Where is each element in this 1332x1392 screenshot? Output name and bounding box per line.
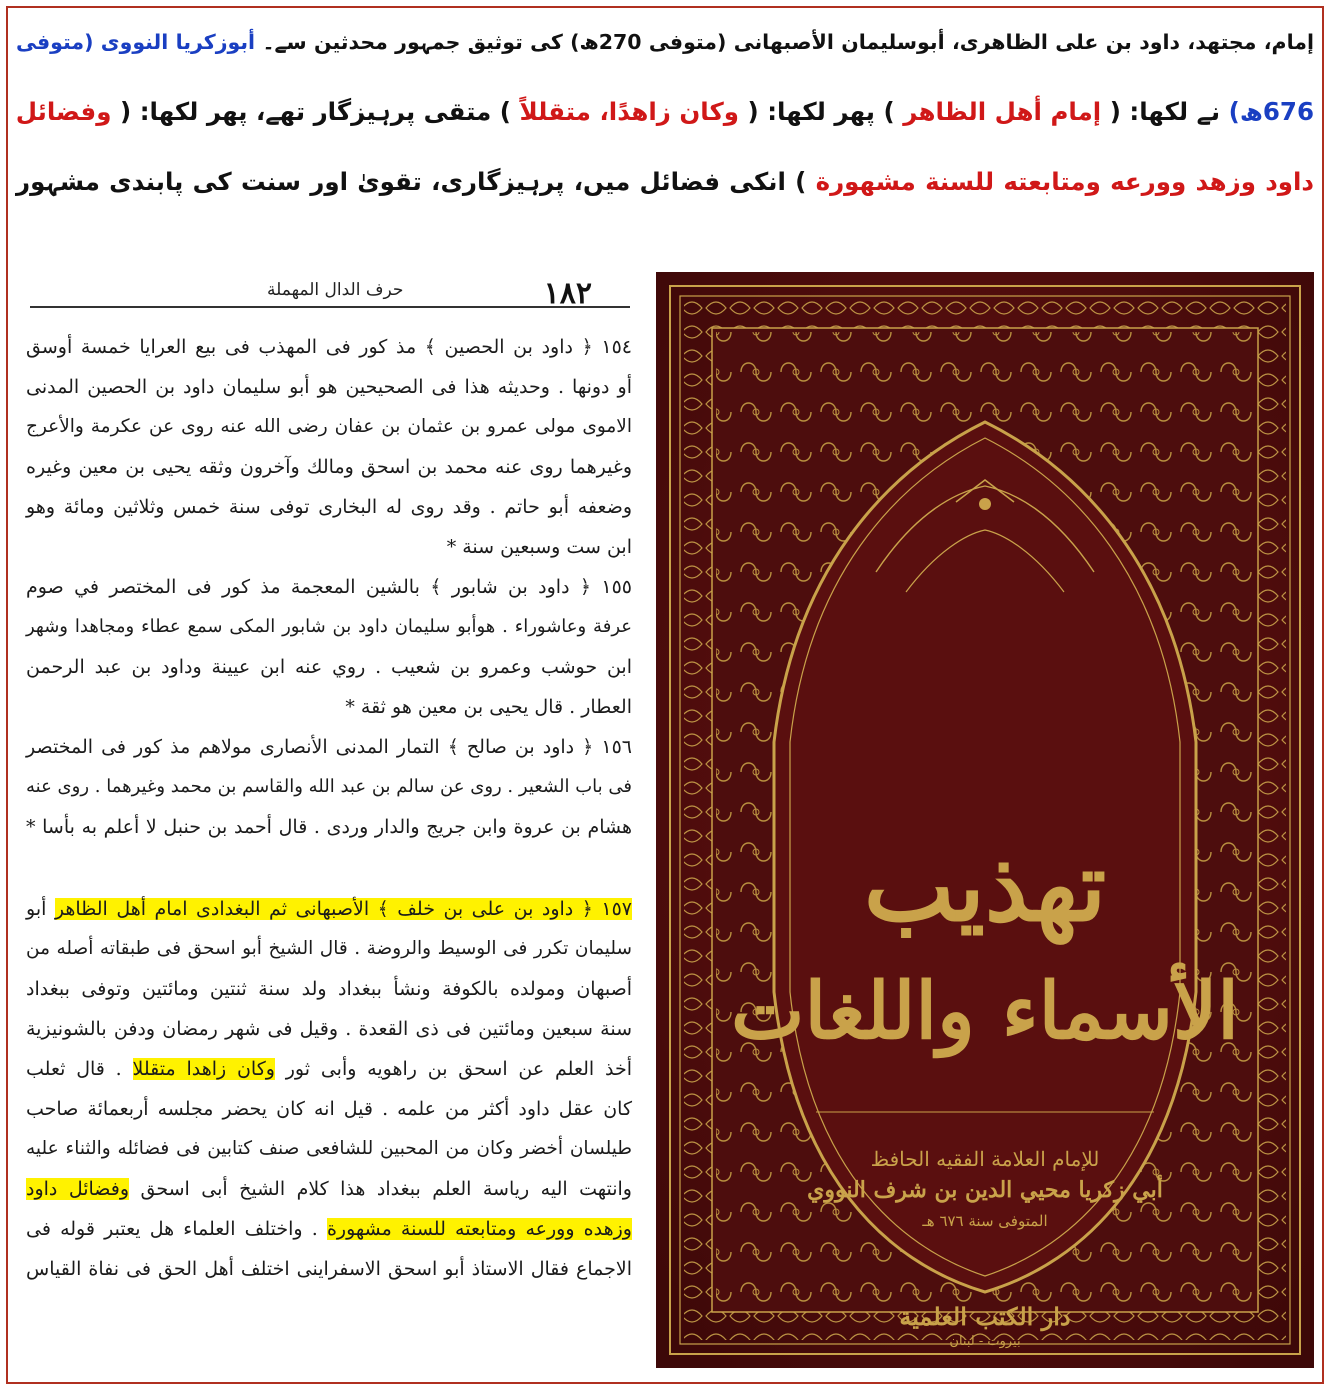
- text-line: فى باب الشعير . روى عن سالم بن عبد الله والقاسم بن محمد وغيرهما . روى عنه: [26, 776, 632, 797]
- text-line: سليمان تكرر فى الوسيط والروضة . قال الشيخ أبو اسحق فى طبقاته أصله من: [26, 938, 632, 959]
- arabic-quote-imam: إمام أهل الظاهر: [903, 97, 1102, 126]
- text-line: وغيرهما روى عنه محمد بن اسحق ومالك وآخرون وثقه يحيى بن معين وغيره: [26, 456, 632, 478]
- text-line: عرفة وعاشوراء . هوأبو سليمان داود بن شابور المكى سمع عطاء ومجاهدا وشهر: [26, 616, 632, 637]
- urdu-author-name: أبوزکریا النووی (متوفی: [16, 30, 256, 54]
- urdu-text: ) انکی فضائل میں، پرہیزگاری، تقویٰ اور سنت کی پابندی مشہور: [16, 167, 807, 196]
- text-segment: . واختلف العلماء هل يعتبر قوله فى: [26, 1218, 318, 1240]
- text-line: ١٥٤ ﴿ داود بن الحصين ﴾ مذ كور فى المهذب فى بيع العرايا خمسة أوسق: [26, 336, 632, 358]
- arabic-quote-zahid: وكان زاهدًا، متقللاً: [519, 97, 739, 126]
- arabic-quote-fadail: وفضائل: [15, 97, 112, 126]
- text-line: كان عقل داود أكثر من علمه . قيل انه كان يحضر مجلسه أربعمائة صاحب: [26, 1098, 632, 1120]
- text-line: طيلسان أخضر وكان من المحبين للشافعى صنف كتابين فى فضائله والثناء عليه: [26, 1138, 632, 1159]
- text-segment: أخذ العلم عن اسحق بن راهويه وأبى ثور: [285, 1058, 632, 1080]
- text-line: الاموى مولى عمرو بن عثمان بن عفان رضى الله عنه روى عن عكرمة والأعرج: [26, 416, 632, 437]
- urdu-text: ) متقی پرہیزگار تھے، پھر لکھا: (: [119, 97, 512, 126]
- header-rule: [30, 306, 630, 308]
- cover-author-line-1: للإمام العلامة الفقيه الحافظ: [870, 1147, 1100, 1171]
- cover-title-bottom: الأسماء واللغات: [731, 966, 1239, 1057]
- text-line: وضعفه أبو حاتم . وقد روى له البخارى توفى سنة خمس وثلاثين ومائة وهو: [26, 496, 632, 518]
- arabic-quote-sunnah: داود وزهد وورعه ومتابعته للسنة مشهورة: [815, 167, 1314, 196]
- urdu-header-line-2: [16, 88, 1314, 136]
- text-line-highlighted: [26, 1214, 632, 1244]
- page-number: ١٨٢: [543, 276, 592, 311]
- text-line: سنة سبعين ومائتين فى ذى القعدة . وقيل فى شهر رمضان ودفن بالشونيزية: [26, 1018, 632, 1040]
- text-line: ابن حوشب وعمرو بن شعيب . روي عنه ابن عيينة وداود بن عبد الرحمن: [26, 656, 632, 678]
- text-segment: . قال ثعلب: [26, 1058, 122, 1080]
- text-line-highlighted: [26, 1054, 632, 1084]
- text-segment: وانتهت اليه رياسة العلم ببغداد هذا كلام الشيخ أبى اسحق: [140, 1178, 632, 1200]
- urdu-header-line-1: [16, 18, 1314, 66]
- cover-author-line-3: المتوفى سنة ٦٧٦ هـ: [922, 1212, 1048, 1230]
- urdu-death-year: 676ھ): [1228, 97, 1314, 126]
- book-cover: [656, 272, 1314, 1368]
- text-line: الاجماع فقال الاستاذ أبو اسحق الاسفراينى اختلف أهل الحق فى نفاة القياس: [26, 1258, 632, 1280]
- text-line: أو دونها . وحديثه هذا فى الصحيحين هو أبو سليمان داود بن الحصين المدنى: [26, 376, 632, 398]
- highlight-sunnah: وزهده وورعه ومتابعته للسنة مشهورة: [326, 1218, 632, 1240]
- cover-city: بيروت - لبنان: [949, 1334, 1021, 1349]
- text-line: هشام بن عروة وابن جريج والدار وردى . قال أحمد بن حنبل لا أعلم به بأسا *: [26, 816, 632, 838]
- text-line: ١٥٥ ﴿ داود بن شابور ﴾ بالشين المعجمة مذ كور فى المختصر في صوم: [26, 576, 632, 598]
- highlight-zahid: وكان زاهدا متقللا: [132, 1058, 275, 1080]
- cover-publisher: دار الكتب العلمية: [899, 1302, 1071, 1331]
- urdu-text: ) پھر لکھا: (: [747, 97, 895, 126]
- cover-title-top: تهذيب: [863, 830, 1107, 943]
- text-line-highlighted: [26, 894, 632, 924]
- text-segment: أبو: [26, 898, 47, 920]
- highlight-fadail: وفضائل داود: [26, 1178, 130, 1200]
- section-title: حرف الدال المهملة: [267, 280, 404, 300]
- text-line: أصبهان ومولده بالكوفة ونشأ ببغداد ولد سنة ثنتين ومائتين وتوفى ببغداد: [26, 978, 632, 1000]
- text-line: ١٥٦ ﴿ داود بن صالح ﴾ التمار المدنى الأنصارى مولاهم مذ كور فى المختصر: [26, 736, 632, 758]
- urdu-text: نے لکھا: (: [1109, 97, 1221, 126]
- cover-author-line-2: أبي زكريا محيي الدين بن شرف النووي: [807, 1177, 1163, 1203]
- highlight-entry-157: ١٥٧ ﴿ داود بن على بن خلف ﴾ الأصبهانى ثم البغدادى امام أهل الظاهر: [54, 898, 632, 920]
- urdu-text: إمام، مجتهد، داود بن علی الظاهری، أبوسلیمان الأصبھانی (متوفی 270ھ) کی توثیق جمہور محدثین سے۔: [262, 30, 1314, 54]
- urdu-header-line-3: [16, 158, 1314, 206]
- text-line-highlighted: [26, 1174, 632, 1204]
- text-line: ابن ست وسبعين سنة *: [446, 536, 632, 558]
- text-line: العطار . قال يحيى بن معين هو ثقة *: [345, 696, 632, 718]
- scanned-book-page: [22, 270, 637, 1380]
- cover-ornament: [656, 272, 1314, 1368]
